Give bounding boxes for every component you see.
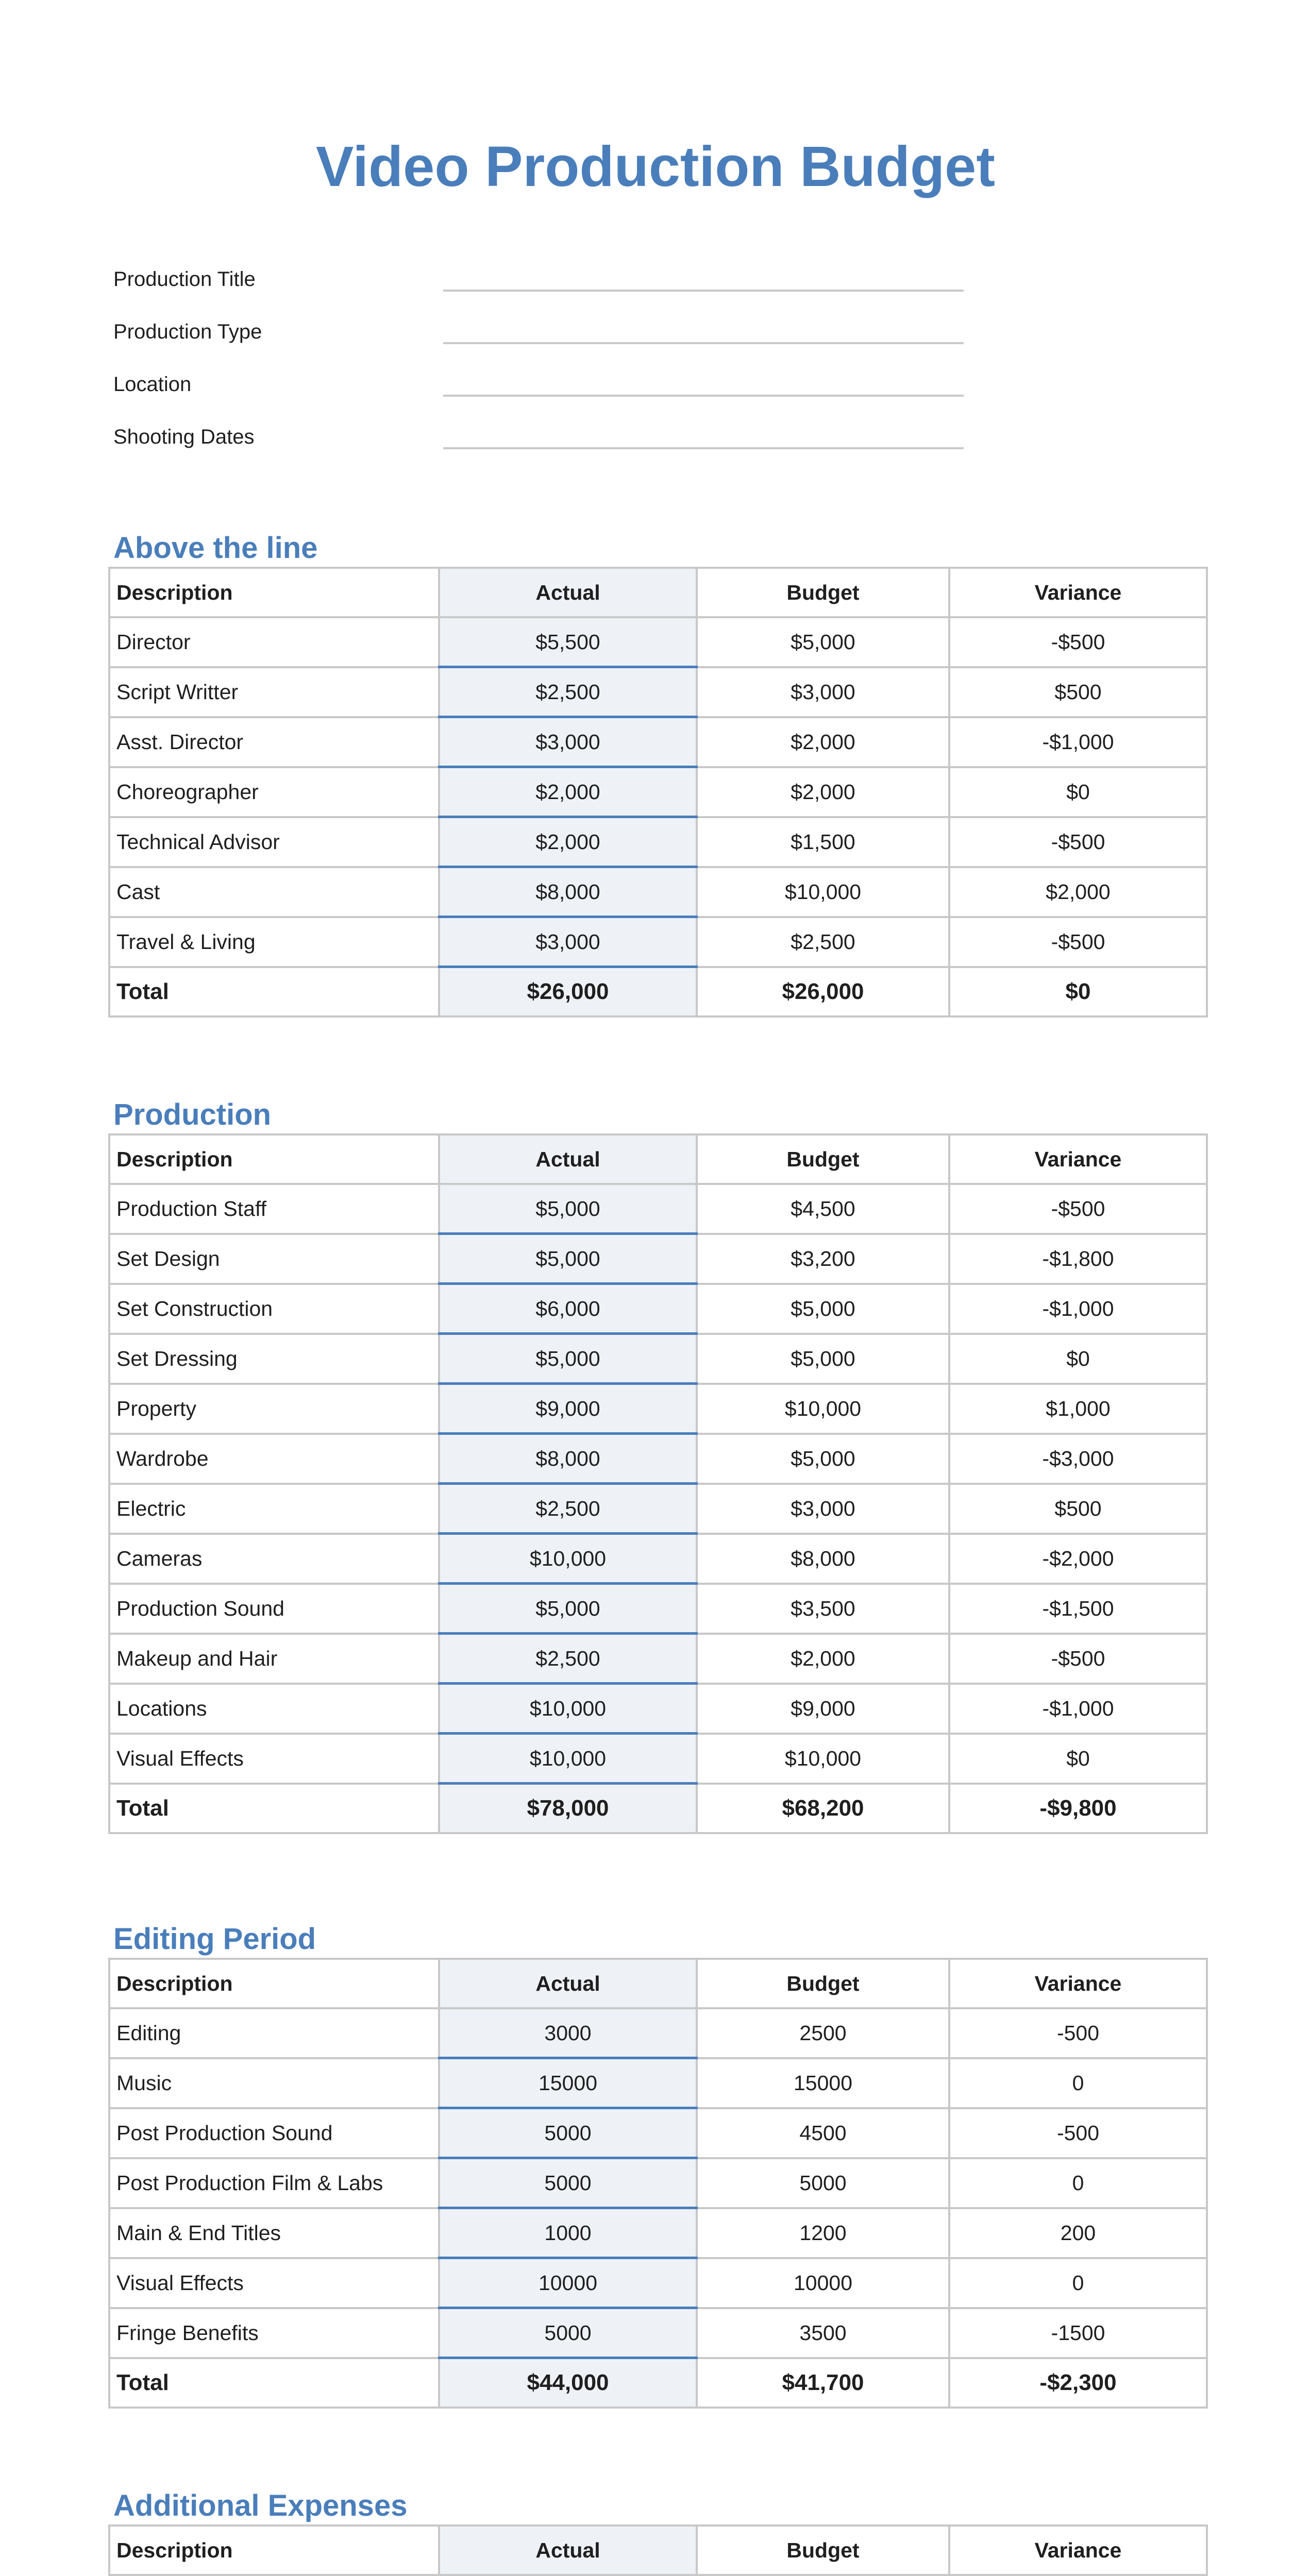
cell-budget: $5,000 bbox=[697, 617, 949, 667]
table-row bbox=[109, 1584, 1207, 1634]
cell-description: Cameras bbox=[109, 1534, 439, 1584]
info-label: Production Title bbox=[113, 268, 256, 291]
table-row bbox=[109, 2158, 1207, 2208]
cell-variance: $500 bbox=[949, 1484, 1207, 1534]
cell-variance: -$500 bbox=[949, 1634, 1207, 1684]
column-header-actual: Actual bbox=[439, 568, 697, 617]
total-row bbox=[109, 967, 1207, 1017]
cell-actual[interactable]: $3,000 bbox=[439, 917, 697, 967]
column-header-budget: Budget bbox=[697, 2526, 949, 2575]
cell-budget: $4,500 bbox=[697, 1184, 949, 1234]
column-header-variance: Variance bbox=[949, 1959, 1207, 2008]
total-actual: $26,000 bbox=[439, 967, 697, 1017]
cell-budget: 2500 bbox=[697, 2008, 949, 2058]
cell-variance: -$500 bbox=[949, 617, 1207, 667]
budget-table bbox=[108, 1133, 1208, 1834]
column-header-budget: Budget bbox=[697, 1134, 949, 1184]
column-header-description: Description bbox=[109, 2526, 439, 2575]
cell-description: Asst. Director bbox=[109, 717, 439, 767]
cell-variance: -$3,000 bbox=[949, 1434, 1207, 1484]
column-header-budget: Budget bbox=[697, 568, 949, 617]
info-label: Location bbox=[113, 373, 192, 396]
budget-table bbox=[108, 1958, 1208, 2409]
table-row bbox=[109, 917, 1207, 967]
total-budget: $41,700 bbox=[697, 2358, 949, 2408]
cell-budget: $3,200 bbox=[697, 1234, 949, 1284]
table-row bbox=[109, 817, 1207, 867]
total-row bbox=[109, 2358, 1207, 2408]
total-variance: -$9,800 bbox=[949, 1784, 1207, 1834]
cell-description: Visual Effects bbox=[109, 2258, 439, 2308]
cell-variance: -$500 bbox=[949, 917, 1207, 967]
cell-actual[interactable]: $5,500 bbox=[439, 617, 697, 667]
info-row-production-title bbox=[113, 252, 964, 304]
cell-actual[interactable]: $8,000 bbox=[439, 1434, 697, 1484]
table-row bbox=[109, 1484, 1207, 1534]
info-label: Shooting Dates bbox=[113, 426, 255, 448]
cell-variance: $0 bbox=[949, 1734, 1207, 1784]
cell-actual[interactable]: $5,000 bbox=[439, 1584, 697, 1634]
cell-variance: -$1,800 bbox=[949, 1234, 1207, 1284]
table-row bbox=[109, 1434, 1207, 1484]
table-header-row bbox=[109, 1134, 1207, 1184]
table-row bbox=[109, 867, 1207, 917]
table-header-row bbox=[109, 1959, 1207, 2008]
cell-actual[interactable]: $10,000 bbox=[439, 1534, 697, 1584]
total-budget: $68,200 bbox=[697, 1784, 949, 1834]
cell-variance: -$1,000 bbox=[949, 1284, 1207, 1334]
table-row bbox=[109, 2258, 1207, 2308]
cell-variance: -$500 bbox=[949, 1184, 1207, 1234]
cell-variance: -$1,500 bbox=[949, 1584, 1207, 1634]
cell-variance: $0 bbox=[949, 1334, 1207, 1384]
cell-description: Electric bbox=[109, 1484, 439, 1534]
cell-description: Set Dressing bbox=[109, 1334, 439, 1384]
column-header-variance: Variance bbox=[949, 568, 1207, 617]
cell-budget: 5000 bbox=[697, 2158, 949, 2208]
table-row bbox=[109, 1684, 1207, 1734]
table-row bbox=[109, 2308, 1207, 2358]
cell-budget: $5,000 bbox=[697, 1434, 949, 1484]
cell-variance: -$2,000 bbox=[949, 1534, 1207, 1584]
total-budget: $26,000 bbox=[697, 967, 949, 1017]
cell-budget: $2,000 bbox=[697, 717, 949, 767]
cell-actual[interactable]: $2,000 bbox=[439, 767, 697, 817]
column-header-budget: Budget bbox=[697, 1959, 949, 2008]
column-header-description: Description bbox=[109, 1134, 439, 1184]
total-variance: -$2,300 bbox=[949, 2358, 1207, 2408]
cell-budget: $2,500 bbox=[697, 917, 949, 967]
cell-variance: -$1,000 bbox=[949, 717, 1207, 767]
cell-actual[interactable]: $2,500 bbox=[439, 1484, 697, 1534]
table-row bbox=[109, 667, 1207, 717]
table-header-row bbox=[109, 568, 1207, 617]
cell-variance: -$500 bbox=[949, 817, 1207, 867]
cell-actual[interactable]: $9,000 bbox=[439, 1384, 697, 1434]
cell-actual[interactable]: $5,000 bbox=[439, 1184, 697, 1234]
total-actual: $78,000 bbox=[439, 1784, 697, 1834]
cell-budget: $3,500 bbox=[697, 1584, 949, 1634]
table-row bbox=[109, 1234, 1207, 1284]
info-row-shooting-dates bbox=[113, 410, 964, 462]
section-title: Above the line bbox=[113, 531, 318, 565]
total-actual: $44,000 bbox=[439, 2358, 697, 2408]
cell-budget: $3,000 bbox=[697, 1484, 949, 1534]
table-row bbox=[109, 1384, 1207, 1434]
cell-variance: -1500 bbox=[949, 2308, 1207, 2358]
section-title: Editing Period bbox=[113, 1922, 316, 1956]
cell-description: Editing bbox=[109, 2008, 439, 2058]
info-input-line[interactable] bbox=[443, 447, 964, 449]
table-row bbox=[109, 1284, 1207, 1334]
cell-variance: -500 bbox=[949, 2008, 1207, 2058]
cell-description: Cast bbox=[109, 867, 439, 917]
total-description: Total bbox=[109, 2358, 439, 2408]
column-header-actual: Actual bbox=[439, 1134, 697, 1184]
cell-description: Set Design bbox=[109, 1234, 439, 1284]
column-header-variance: Variance bbox=[949, 1134, 1207, 1184]
cell-budget: $3,000 bbox=[697, 667, 949, 717]
section-title: Production bbox=[113, 1098, 272, 1131]
cell-description: Travel & Living bbox=[109, 917, 439, 967]
cell-actual[interactable]: $6,000 bbox=[439, 1284, 697, 1334]
cell-variance: $0 bbox=[949, 767, 1207, 817]
cell-description: Music bbox=[109, 2058, 439, 2108]
table-row bbox=[109, 1334, 1207, 1384]
cell-budget: $8,000 bbox=[697, 1534, 949, 1584]
column-header-description: Description bbox=[109, 568, 439, 617]
cell-budget: 4500 bbox=[697, 2108, 949, 2158]
cell-actual[interactable]: $2,500 bbox=[439, 1634, 697, 1684]
cell-actual[interactable]: 5000 bbox=[439, 2108, 697, 2158]
total-row bbox=[109, 1784, 1207, 1834]
cell-actual[interactable]: $10,000 bbox=[439, 1734, 697, 1784]
cell-description: Production Sound bbox=[109, 1584, 439, 1634]
cell-variance: 0 bbox=[949, 2258, 1207, 2308]
cell-actual[interactable]: 1000 bbox=[439, 2208, 697, 2258]
cell-description: Main & End Titles bbox=[109, 2208, 439, 2258]
cell-actual[interactable]: 5000 bbox=[439, 2158, 697, 2208]
cell-actual[interactable]: $8,000 bbox=[439, 867, 697, 917]
info-input-line[interactable] bbox=[443, 290, 964, 292]
cell-actual[interactable]: $2,000 bbox=[439, 817, 697, 867]
cell-actual[interactable]: $10,000 bbox=[439, 1684, 697, 1734]
cell-actual[interactable]: 5000 bbox=[439, 2308, 697, 2358]
table-row bbox=[109, 2208, 1207, 2258]
cell-budget: $5,000 bbox=[697, 1284, 949, 1334]
cell-budget: $2,000 bbox=[697, 1634, 949, 1684]
cell-description: Post Production Film & Labs bbox=[109, 2158, 439, 2208]
cell-description: Wardrobe bbox=[109, 1434, 439, 1484]
cell-description: Post Production Sound bbox=[109, 2108, 439, 2158]
table-row bbox=[109, 2058, 1207, 2108]
cell-budget: $5,000 bbox=[697, 1334, 949, 1384]
table-row bbox=[109, 2108, 1207, 2158]
cell-budget: $10,000 bbox=[697, 1384, 949, 1434]
cell-description: Director bbox=[109, 617, 439, 667]
info-label: Production Type bbox=[113, 320, 262, 343]
cell-variance: $1,000 bbox=[949, 1384, 1207, 1434]
total-variance: $0 bbox=[949, 967, 1207, 1017]
total-description: Total bbox=[109, 967, 439, 1017]
table-row bbox=[109, 1534, 1207, 1584]
table-row bbox=[109, 1184, 1207, 1234]
cell-variance: $500 bbox=[949, 667, 1207, 717]
cell-budget: 10000 bbox=[697, 2258, 949, 2308]
cell-budget: $9,000 bbox=[697, 1684, 949, 1734]
cell-description: Fringe Benefits bbox=[109, 2308, 439, 2358]
cell-description: Production Staff bbox=[109, 1184, 439, 1234]
info-row-production-type bbox=[113, 305, 964, 357]
cell-description: Set Construction bbox=[109, 1284, 439, 1334]
budget-table bbox=[108, 567, 1208, 1018]
cell-budget: 1200 bbox=[697, 2208, 949, 2258]
table-header-row bbox=[109, 2526, 1207, 2575]
cell-description: Visual Effects bbox=[109, 1734, 439, 1784]
cell-actual[interactable]: 10000 bbox=[439, 2258, 697, 2308]
cell-variance: -$1,000 bbox=[949, 1684, 1207, 1734]
column-header-description: Description bbox=[109, 1959, 439, 2008]
cell-variance: 0 bbox=[949, 2158, 1207, 2208]
cell-variance: $2,000 bbox=[949, 867, 1207, 917]
cell-budget: 15000 bbox=[697, 2058, 949, 2108]
cell-variance: -500 bbox=[949, 2108, 1207, 2158]
table-row bbox=[109, 1734, 1207, 1784]
section-title: Additional Expenses bbox=[113, 2489, 408, 2522]
cell-actual[interactable]: $5,000 bbox=[439, 1334, 697, 1384]
cell-budget: 3500 bbox=[697, 2308, 949, 2358]
info-input-line[interactable] bbox=[443, 395, 964, 397]
cell-actual[interactable]: $3,000 bbox=[439, 717, 697, 767]
cell-actual[interactable]: 15000 bbox=[439, 2058, 697, 2108]
info-input-line[interactable] bbox=[443, 342, 964, 344]
cell-variance: 200 bbox=[949, 2208, 1207, 2258]
cell-variance: 0 bbox=[949, 2058, 1207, 2108]
cell-actual[interactable]: $2,500 bbox=[439, 667, 697, 717]
cell-description: Locations bbox=[109, 1684, 439, 1734]
column-header-variance: Variance bbox=[949, 2526, 1207, 2575]
total-description: Total bbox=[109, 1784, 439, 1834]
table-row bbox=[109, 1634, 1207, 1684]
cell-description: Makeup and Hair bbox=[109, 1634, 439, 1684]
cell-actual[interactable]: 3000 bbox=[439, 2008, 697, 2058]
cell-budget: $1,500 bbox=[697, 817, 949, 867]
cell-description: Choreographer bbox=[109, 767, 439, 817]
column-header-actual: Actual bbox=[439, 1959, 697, 2008]
cell-description: Property bbox=[109, 1384, 439, 1434]
cell-budget: $2,000 bbox=[697, 767, 949, 817]
cell-actual[interactable]: $5,000 bbox=[439, 1234, 697, 1284]
cell-budget: $10,000 bbox=[697, 867, 949, 917]
table-row bbox=[109, 2008, 1207, 2058]
table-row bbox=[109, 767, 1207, 817]
table-row bbox=[109, 717, 1207, 767]
column-header-actual: Actual bbox=[439, 2526, 697, 2575]
budget-table bbox=[108, 2524, 1208, 2576]
cell-budget: $10,000 bbox=[697, 1734, 949, 1784]
page-title: Video Production Budget bbox=[316, 135, 995, 198]
cell-description: Technical Advisor bbox=[109, 817, 439, 867]
info-row-location bbox=[113, 358, 964, 409]
table-row bbox=[109, 617, 1207, 667]
cell-description: Script Writter bbox=[109, 667, 439, 717]
